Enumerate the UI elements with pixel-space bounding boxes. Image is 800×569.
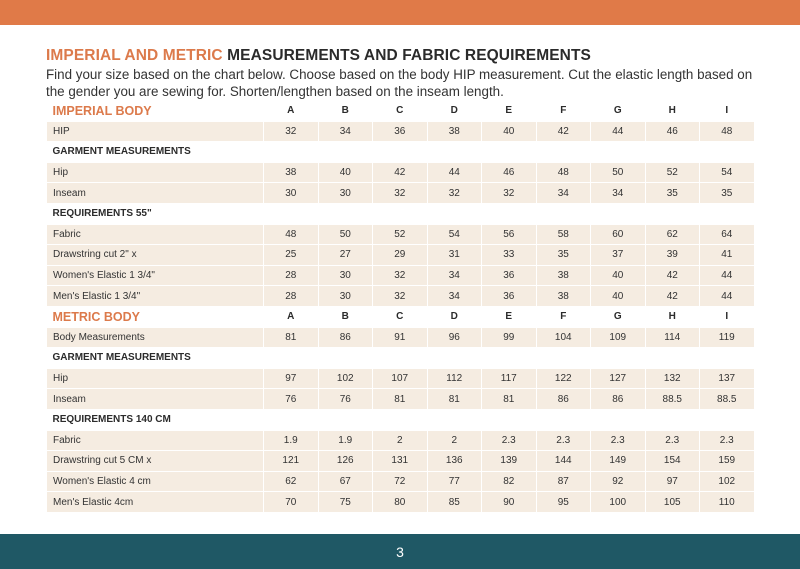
- table-row: [47, 245, 755, 266]
- table-cell: 54: [427, 224, 482, 245]
- table-cell: 27: [318, 245, 373, 266]
- table-cell: 33: [482, 245, 537, 266]
- table-cell: 30: [318, 286, 373, 307]
- size-header-cell: I: [725, 105, 729, 117]
- table-cell: 38: [427, 121, 482, 142]
- table-cell: 159: [700, 451, 755, 472]
- table-cell: 62: [264, 471, 319, 492]
- table-cell: 81: [482, 389, 537, 410]
- table-cell: 25: [264, 245, 319, 266]
- table-cell: 127: [591, 368, 646, 389]
- table-cell: 1.9: [264, 430, 319, 451]
- row-label: Inseam: [47, 183, 264, 204]
- table-cell: 81: [427, 389, 482, 410]
- table-cell: 2.3: [482, 430, 537, 451]
- table-cell: 56: [482, 224, 537, 245]
- row-label: Inseam: [47, 389, 264, 410]
- table-cell: 48: [700, 121, 755, 142]
- table-cell: 42: [645, 265, 700, 286]
- table-cell: 77: [427, 471, 482, 492]
- table-row: [47, 327, 755, 348]
- table-cell: 50: [591, 162, 646, 183]
- table-cell: 110: [700, 492, 755, 513]
- table-cell: 35: [700, 183, 755, 204]
- table-cell: 42: [373, 162, 428, 183]
- size-header-cell: C: [396, 105, 404, 117]
- size-header-cell: F: [560, 105, 567, 117]
- table-cell: 76: [264, 389, 319, 410]
- table-cell: 122: [536, 368, 591, 389]
- imperial-header-row: [47, 101, 755, 121]
- table-cell: 97: [645, 471, 700, 492]
- table-cell: 67: [318, 471, 373, 492]
- table-cell: 96: [427, 327, 482, 348]
- table-cell: 30: [264, 183, 319, 204]
- metric-header-row: [47, 306, 755, 327]
- table-cell: 48: [536, 162, 591, 183]
- size-header-cell: B: [341, 105, 349, 117]
- table-cell: 32: [373, 286, 428, 307]
- size-header-cell: G: [613, 105, 622, 117]
- table-cell: 92: [591, 471, 646, 492]
- table-cell: 31: [427, 245, 482, 266]
- table-cell: 117: [482, 368, 537, 389]
- table-cell: 136: [427, 451, 482, 472]
- table-cell: 144: [536, 451, 591, 472]
- table-cell: 44: [591, 121, 646, 142]
- table-cell: 29: [373, 245, 428, 266]
- table-cell: 62: [645, 224, 700, 245]
- table-cell: 99: [482, 327, 537, 348]
- table-cell: 36: [373, 121, 428, 142]
- table-cell: 2: [427, 430, 482, 451]
- table-cell: 1.9: [318, 430, 373, 451]
- table-cell: 2: [373, 430, 428, 451]
- table-row: [47, 389, 755, 410]
- table-cell: 34: [427, 286, 482, 307]
- page-title: [46, 46, 754, 65]
- table-cell: 46: [645, 121, 700, 142]
- row-label: Men's Elastic 1 3/4": [47, 286, 264, 307]
- table-row: [47, 162, 755, 183]
- table-cell: 86: [591, 389, 646, 410]
- table-cell: 34: [427, 265, 482, 286]
- table-row: [47, 286, 755, 307]
- table-cell: 91: [373, 327, 428, 348]
- table-cell: 95: [536, 492, 591, 513]
- table-cell: 28: [264, 265, 319, 286]
- row-label: Drawstring cut 5 CM x: [47, 451, 264, 472]
- size-header-cell: H: [668, 311, 676, 323]
- table-cell: 64: [700, 224, 755, 245]
- table-cell: 132: [645, 368, 700, 389]
- row-label: Fabric: [47, 430, 264, 451]
- table-cell: 35: [536, 245, 591, 266]
- table-cell: 54: [700, 162, 755, 183]
- page-title-accent: IMPERIAL AND METRIC: [46, 47, 223, 64]
- table-cell: 40: [591, 286, 646, 307]
- table-cell: 81: [373, 389, 428, 410]
- size-header-cell: B: [341, 311, 349, 323]
- table-cell: 80: [373, 492, 428, 513]
- table-cell: 32: [427, 183, 482, 204]
- row-label: Men's Elastic 4cm: [47, 492, 264, 513]
- subsection-title: REQUIREMENTS 140 CM: [52, 414, 171, 426]
- table-cell: 30: [318, 183, 373, 204]
- table-cell: 126: [318, 451, 373, 472]
- table-cell: 32: [373, 265, 428, 286]
- table-cell: 50: [318, 224, 373, 245]
- table-cell: 34: [318, 121, 373, 142]
- table-cell: 88.5: [700, 389, 755, 410]
- table-cell: 40: [482, 121, 537, 142]
- table-cell: 42: [536, 121, 591, 142]
- table-row: [47, 265, 755, 286]
- table-cell: 44: [427, 162, 482, 183]
- size-header-cell: D: [450, 311, 458, 323]
- page-title-main: MEASUREMENTS AND FABRIC REQUIREMENTS: [227, 47, 591, 64]
- table-cell: 36: [482, 265, 537, 286]
- size-header-cell: E: [505, 311, 513, 323]
- table-cell: 46: [482, 162, 537, 183]
- size-header-cell: D: [450, 105, 458, 117]
- table-cell: 34: [536, 183, 591, 204]
- table-cell: 40: [591, 265, 646, 286]
- table-cell: 105: [645, 492, 700, 513]
- table-cell: 154: [645, 451, 700, 472]
- table-cell: 107: [373, 368, 428, 389]
- table-cell: 32: [373, 183, 428, 204]
- row-label: Body Measurements: [47, 327, 264, 348]
- table-cell: 87: [536, 471, 591, 492]
- table-row: [47, 492, 755, 513]
- subsection-header-row: [47, 142, 755, 163]
- table-cell: 37: [591, 245, 646, 266]
- table-cell: 40: [318, 162, 373, 183]
- table-cell: 38: [264, 162, 319, 183]
- table-cell: 35: [645, 183, 700, 204]
- table-cell: 81: [264, 327, 319, 348]
- table-cell: 48: [264, 224, 319, 245]
- table-cell: 86: [318, 327, 373, 348]
- table-cell: 52: [645, 162, 700, 183]
- measurements-table: [46, 101, 755, 513]
- table-cell: 34: [591, 183, 646, 204]
- table-cell: 88.5: [645, 389, 700, 410]
- table-cell: 104: [536, 327, 591, 348]
- table-cell: 41: [700, 245, 755, 266]
- table-cell: 60: [591, 224, 646, 245]
- table-cell: 38: [536, 265, 591, 286]
- table-cell: 2.3: [591, 430, 646, 451]
- size-header-cell: A: [287, 311, 295, 323]
- table-cell: 139: [482, 451, 537, 472]
- row-label: Fabric: [47, 224, 264, 245]
- row-label: Hip: [47, 368, 264, 389]
- table-cell: 121: [264, 451, 319, 472]
- table-row: [47, 224, 755, 245]
- footer-bar: [0, 534, 800, 569]
- table-cell: 42: [645, 286, 700, 307]
- subsection-header-row: [47, 409, 755, 430]
- table-cell: 38: [536, 286, 591, 307]
- table-cell: 100: [591, 492, 646, 513]
- page-number: 3: [396, 543, 404, 560]
- size-header-cell: G: [613, 311, 622, 323]
- table-cell: 137: [700, 368, 755, 389]
- table-cell: 75: [318, 492, 373, 513]
- subsection-header-row: [47, 348, 755, 369]
- page-content: [46, 46, 754, 513]
- table-cell: 119: [700, 327, 755, 348]
- table-cell: 36: [482, 286, 537, 307]
- table-row: [47, 183, 755, 204]
- table-cell: 2.3: [645, 430, 700, 451]
- size-header-cell: A: [287, 105, 295, 117]
- table-cell: 32: [482, 183, 537, 204]
- row-label: Drawstring cut 2" x: [47, 245, 264, 266]
- table-cell: 102: [700, 471, 755, 492]
- table-cell: 30: [318, 265, 373, 286]
- table-cell: 112: [427, 368, 482, 389]
- table-cell: 32: [264, 121, 319, 142]
- table-row: [47, 451, 755, 472]
- table-cell: 44: [700, 286, 755, 307]
- table-row: [47, 430, 755, 451]
- table-cell: 58: [536, 224, 591, 245]
- table-row: [47, 471, 755, 492]
- table-cell: 2.3: [536, 430, 591, 451]
- table-cell: 102: [318, 368, 373, 389]
- row-label: Hip: [47, 162, 264, 183]
- table-cell: 72: [373, 471, 428, 492]
- table-cell: 86: [536, 389, 591, 410]
- size-header-cell: H: [668, 105, 676, 117]
- row-label: Women's Elastic 1 3/4": [47, 265, 264, 286]
- table-cell: 114: [645, 327, 700, 348]
- table-cell: 82: [482, 471, 537, 492]
- table-cell: 52: [373, 224, 428, 245]
- subsection-title: GARMENT MEASUREMENTS: [52, 146, 191, 158]
- size-header-cell: I: [725, 311, 729, 323]
- subsection-title: REQUIREMENTS 55": [52, 208, 152, 220]
- table-row: [47, 368, 755, 389]
- table-cell: 28: [264, 286, 319, 307]
- table-cell: 44: [700, 265, 755, 286]
- section-title: IMPERIAL BODY: [52, 103, 152, 118]
- table-row: [47, 121, 755, 142]
- row-label: Women's Elastic 4 cm: [47, 471, 264, 492]
- table-cell: 149: [591, 451, 646, 472]
- size-header-cell: F: [560, 311, 567, 323]
- table-cell: 2.3: [700, 430, 755, 451]
- section-title: METRIC BODY: [52, 309, 140, 324]
- intro-paragraph: Find your size based on the chart below. Choose based on the body HIP measurement. Cut the elastic length based on the gender you are sewing for. Shorten/lengthen based on the inseam length.: [46, 67, 753, 99]
- table-cell: 76: [318, 389, 373, 410]
- table-cell: 85: [427, 492, 482, 513]
- table-cell: 90: [482, 492, 537, 513]
- size-header-cell: C: [396, 311, 404, 323]
- subsection-header-row: [47, 203, 755, 224]
- size-header-cell: E: [505, 105, 513, 117]
- row-label: HIP: [47, 121, 264, 142]
- table-cell: 131: [373, 451, 428, 472]
- table-cell: 97: [264, 368, 319, 389]
- top-color-bar: [0, 0, 800, 25]
- table-cell: 70: [264, 492, 319, 513]
- table-cell: 109: [591, 327, 646, 348]
- subsection-title: GARMENT MEASUREMENTS: [52, 352, 191, 364]
- table-cell: 39: [645, 245, 700, 266]
